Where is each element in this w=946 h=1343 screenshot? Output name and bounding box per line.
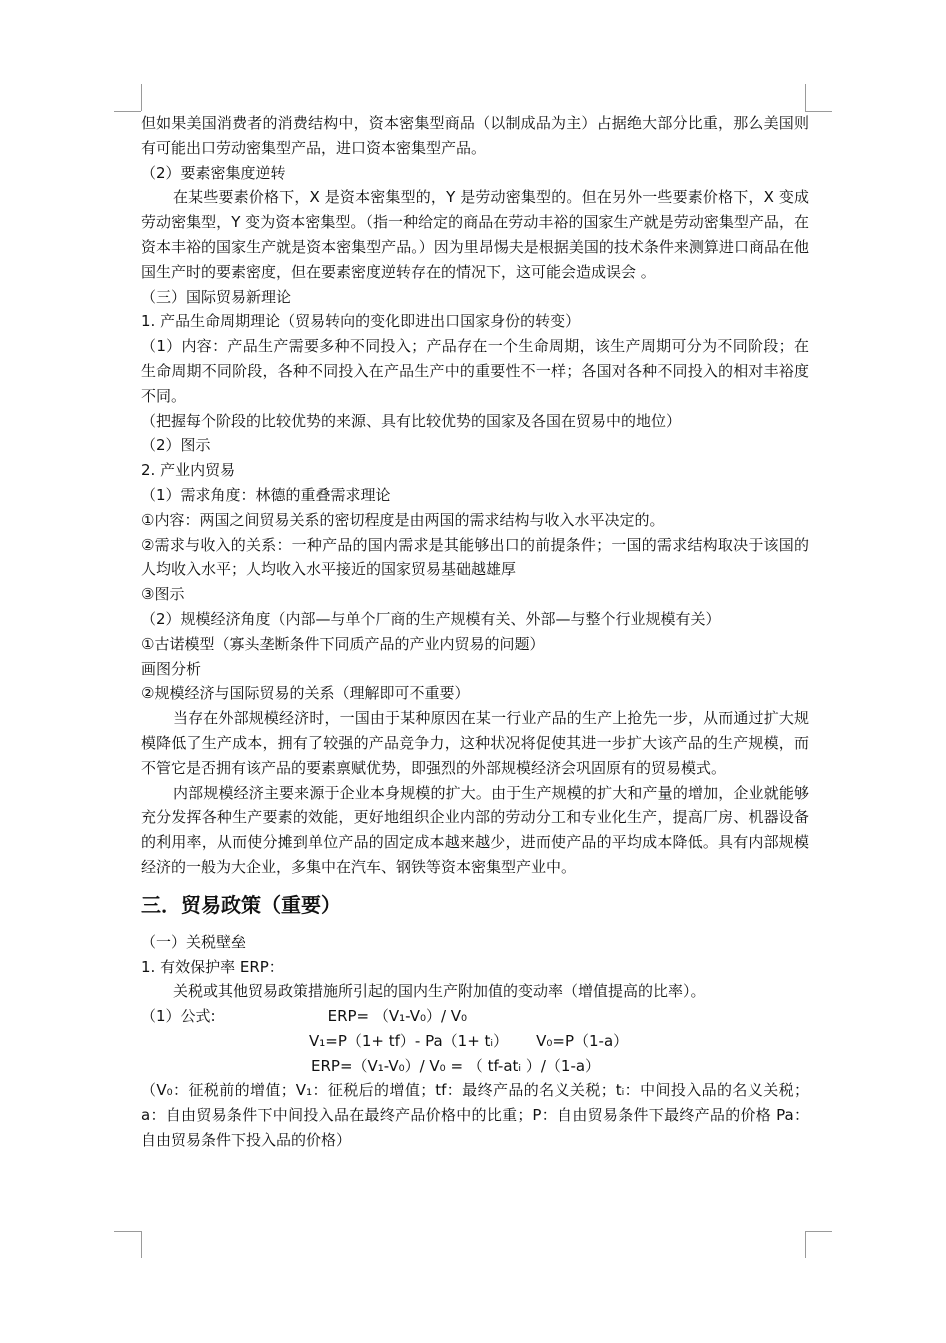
paragraph-graph-analysis: 画图分析 xyxy=(141,659,202,678)
formula-line-3: ERP=（V₁-V₀）/ V₀ = （ tf-atᵢ ）/（1-a） xyxy=(311,1056,601,1075)
crop-mark-top-right-v xyxy=(805,84,806,111)
document-body xyxy=(141,111,809,1153)
crop-mark-top-left-h xyxy=(114,111,141,112)
heading-factor-intensity-reversal: （2）要素密集度逆转 xyxy=(141,163,286,182)
formula-line-1 xyxy=(141,1004,809,1029)
heading-diagram: （2）图示 xyxy=(141,436,211,455)
crop-mark-bottom-right-h xyxy=(805,1231,832,1232)
paragraph-life-cycle-content: （1）内容：产品生产需要多种不同投入；产品存在一个生命周期，该生产周期可分为不同阶段；在生命周期不同阶段，各种不同投入在产品生产中的重要性不一样；各国对各种不同投入的相对丰裕度不同。 xyxy=(141,337,809,405)
heading-intra-industry-trade: 2. 产业内贸易 xyxy=(141,461,236,480)
formula-label: （1）公式: xyxy=(141,1007,216,1026)
paragraph-demand-content: ①内容：两国之间贸易关系的密切程度是由两国的需求结构与收入水平决定的。 xyxy=(141,510,665,529)
crop-mark-bottom-right-v xyxy=(805,1231,806,1258)
crop-mark-bottom-left-h xyxy=(114,1231,141,1232)
heading-product-life-cycle: 1. 产品生命周期理论（贸易转向的变化即进出口国家身份的转变） xyxy=(141,312,581,331)
heading-effective-protection-rate: 1. 有效保护率 ERP： xyxy=(141,957,284,976)
paragraph-consumption-structure: 但如果美国消费者的消费结构中，资本密集型商品（以制成品为主）占据绝大部分比重，那么美国则有可能出口劳动密集型产品，进口资本密集型产品。 xyxy=(141,114,809,157)
heading-economies-of-scale: （2）规模经济角度（内部—与单个厂商的生产规模有关、外部—与整个行业规模有关） xyxy=(141,609,721,628)
section-title-trade-policy: 三．贸易政策（重要） xyxy=(141,892,341,917)
formula-block xyxy=(141,1004,809,1078)
heading-new-trade-theory: （三）国际贸易新理论 xyxy=(141,287,292,306)
heading-demand-diagram: ③图示 xyxy=(141,585,185,604)
paragraph-factor-intensity-reversal: 在某些要素价格下，X 是资本密集型的，Y 是劳动密集型的。但在另外一些要素价格下，X 变成劳动密集型，Y 变为资本密集型。（指一种给定的商品在劳动丰裕的国家生产就是劳动密集型产品，在资本丰裕的国家生产就是资本密集型产品。）因为里昂惕夫是根据美国的技术条件来测算进口商品在他国生产时的要素密度，但在要素密度逆转存在的情况下，这可能会造成误会 。 xyxy=(141,188,809,281)
paragraph-internal-economies: 内部规模经济主要来源于企业本身规模的扩大。由于生产规模的扩大和产量的增加，企业就能够充分发挥各种生产要素的效能，更好地组织企业内部的劳动分工和专业化生产，提高厂房、机器设备的利用率，从而使分摊到单位产品的固定成本越来越少，进而使产品的平均成本降低。具有内部规模经济的一般为大企业，多集中在汽车、钢铁等资本密集型产业中。 xyxy=(141,783,809,876)
paragraph-cournot-model: ①古诺模型（寡头垄断条件下同质产品的产业内贸易的问题） xyxy=(141,634,545,653)
formula-line-2 xyxy=(141,1029,809,1054)
heading-scale-trade-relation: ②规模经济与国际贸易的关系（理解即可不重要） xyxy=(141,684,470,703)
crop-mark-top-left-v xyxy=(141,84,142,111)
formula-v0: V₀=P（1-a） xyxy=(536,1031,629,1050)
formula-erp: ERP= （V₁-V₀）/ V₀ xyxy=(327,1007,468,1026)
paragraph-variable-definitions: （V₀：征税前的增值；V₁：征税后的增值；tf：最终产品的名义关税；tᵢ：中间投入品的名义关税；a：自由贸易条件下中间投入品在最终产品价格中的比重；P：自由贸易条件下最终产品的价格 Pa：自由贸易条件下投入品的价格） xyxy=(141,1081,809,1150)
paragraph-erp-definition: 关税或其他贸易政策措施所引起的国内生产附加值的变动率（增值提高的比率）。 xyxy=(173,982,706,1001)
heading-demand-perspective: （1）需求角度：林德的重叠需求理论 xyxy=(141,485,391,504)
crop-mark-bottom-left-v xyxy=(141,1231,142,1258)
formula-v1: V₁=P（1+ tf）- Pa（1+ tᵢ） xyxy=(309,1031,509,1050)
paragraph-comparative-advantage-note: （把握每个阶段的比较优势的来源、具有比较优势的国家及各国在贸易中的地位） xyxy=(141,411,682,430)
paragraph-demand-income-relation: ②需求与收入的关系：一种产品的国内需求是其能够出口的前提条件；一国的需求结构取决于该国的人均收入水平；人均收入水平接近的国家贸易基础越雄厚 xyxy=(141,535,809,579)
heading-tariff-barriers: （一）关税壁垒 xyxy=(141,932,247,951)
paragraph-external-economies: 当存在外部规模经济时，一国由于某种原因在某一行业产品的生产上抢先一步，从而通过扩大规模降低了生产成本，拥有了较强的产品竞争力，这种状况将促使其进一步扩大该产品的生产规模，而不管它是否拥有该产品的要素禀赋优势，即强烈的外部规模经济会巩固原有的贸易模式。 xyxy=(141,709,809,777)
crop-mark-top-right-h xyxy=(805,111,832,112)
